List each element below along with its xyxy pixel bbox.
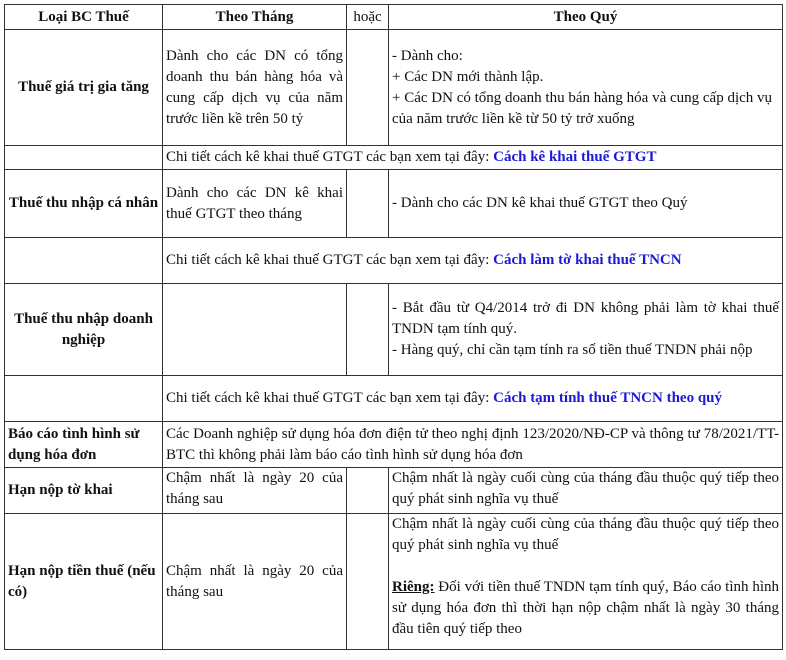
payment-quarterly-note <box>392 577 779 640</box>
pit-monthly: Dành cho các DN kê khai thuế GTGT theo tháng <box>163 170 347 238</box>
filing-deadline-row <box>5 468 783 514</box>
vat-quarterly-line: + Các DN mới thành lập. <box>392 68 544 85</box>
cit-detail-empty <box>5 376 163 422</box>
cit-quarterly-line: - Hàng quý, chỉ cần tạm tính ra số tiền thuế TNDN phải nộp <box>392 342 753 358</box>
filing-or-cell <box>347 468 389 514</box>
vat-label: Thuế giá trị gia tăng <box>5 30 163 146</box>
payment-deadline-label: Hạn nộp tiền thuế (nếu có) <box>5 514 163 650</box>
payment-deadline-quarterly <box>389 514 783 650</box>
cit-quarterly <box>389 284 783 376</box>
vat-guide-link[interactable]: Cách kê khai thuế GTGT <box>493 149 657 165</box>
invoice-row <box>5 422 783 468</box>
vat-detail <box>163 146 783 170</box>
filing-deadline-monthly: Chậm nhất là ngày 20 của tháng sau <box>163 468 347 514</box>
pit-quarterly: - Dành cho các DN kê khai thuế GTGT theo Quý <box>389 170 783 238</box>
rieng-label: Riêng: <box>392 579 435 595</box>
vat-detail-row <box>5 146 783 170</box>
vat-monthly: Dành cho các DN có tổng doanh thu bán hàng hóa và cung cấp dịch vụ của năm trước liền kề trên 50 tỷ <box>163 30 347 146</box>
payment-deadline-monthly: Chậm nhất là ngày 20 của tháng sau <box>163 514 347 650</box>
pit-row <box>5 170 783 238</box>
invoice-text: Các Doanh nghiệp sử dụng hóa đơn điện tử theo nghị định 123/2020/NĐ-CP và thông tư 78/2021/TT-BTC thì không phải làm báo cáo tình hình sử dụng hóa đơn <box>163 422 783 468</box>
cit-or-cell <box>347 284 389 376</box>
vat-or-cell <box>347 30 389 146</box>
cit-monthly-empty <box>163 284 347 376</box>
vat-quarterly-line: - Dành cho: <box>392 47 463 64</box>
pit-detail-row <box>5 238 783 284</box>
vat-detail-text: Chi tiết cách kê khai thuế GTGT các bạn xem tại đây: <box>166 149 494 165</box>
header-quarterly: Theo Quý <box>389 5 783 30</box>
rieng-text: Đối với tiền thuế TNDN tạm tính quý, Báo cáo tình hình sử dụng hóa đơn thì thời hạn nộp chậm nhất là ngày 30 tháng đầu tiên quý tiếp theo <box>392 579 779 637</box>
cit-detail-text: Chi tiết cách kê khai thuế GTGT các bạn xem tại đây: <box>166 390 494 406</box>
payment-quarterly-spacer <box>392 556 779 577</box>
pit-guide-link[interactable]: Cách làm tờ khai thuế TNCN <box>493 252 682 268</box>
cit-guide-link[interactable]: Cách tạm tính thuế TNCN theo quý <box>493 390 723 406</box>
payment-deadline-row <box>5 514 783 650</box>
filing-deadline-quarterly: Chậm nhất là ngày cuối cùng của tháng đầu thuộc quý tiếp theo quý phát sinh nghĩa vụ thuế <box>389 468 783 514</box>
vat-quarterly-line: + Các DN có tổng doanh thu bán hàng hóa và cung cấp dịch vụ của năm trước liền kề từ 50 tỷ trở xuống <box>392 89 773 127</box>
vat-quarterly <box>389 30 783 146</box>
cit-label: Thuế thu nhập doanh nghiệp <box>5 284 163 376</box>
header-row <box>5 5 783 30</box>
pit-detail-text: Chi tiết cách kê khai thuế GTGT các bạn xem tại đây: <box>166 252 494 268</box>
filing-deadline-label: Hạn nộp tờ khai <box>5 468 163 514</box>
cit-detail <box>163 376 783 422</box>
cit-quarterly-line: - Bắt đầu từ Q4/2014 trở đi DN không phải làm tờ khai thuế TNDN tạm tính quý. <box>392 300 779 337</box>
header-monthly: Theo Tháng <box>163 5 347 30</box>
cit-detail-row <box>5 376 783 422</box>
pit-detail-empty <box>5 238 163 284</box>
pit-label: Thuế thu nhập cá nhân <box>5 170 163 238</box>
invoice-label: Báo cáo tình hình sử dụng hóa đơn <box>5 422 163 468</box>
cit-row <box>5 284 783 376</box>
header-report-type: Loại BC Thuế <box>5 5 163 30</box>
tax-report-table <box>4 4 783 650</box>
payment-or-cell <box>347 514 389 650</box>
pit-or-cell <box>347 170 389 238</box>
header-or: hoặc <box>347 5 389 30</box>
payment-quarterly-line: Chậm nhất là ngày cuối cùng của tháng đầu thuộc quý tiếp theo quý phát sinh nghĩa vụ thuế <box>392 516 779 553</box>
vat-row <box>5 30 783 146</box>
vat-detail-empty <box>5 146 163 170</box>
pit-detail <box>163 238 783 284</box>
